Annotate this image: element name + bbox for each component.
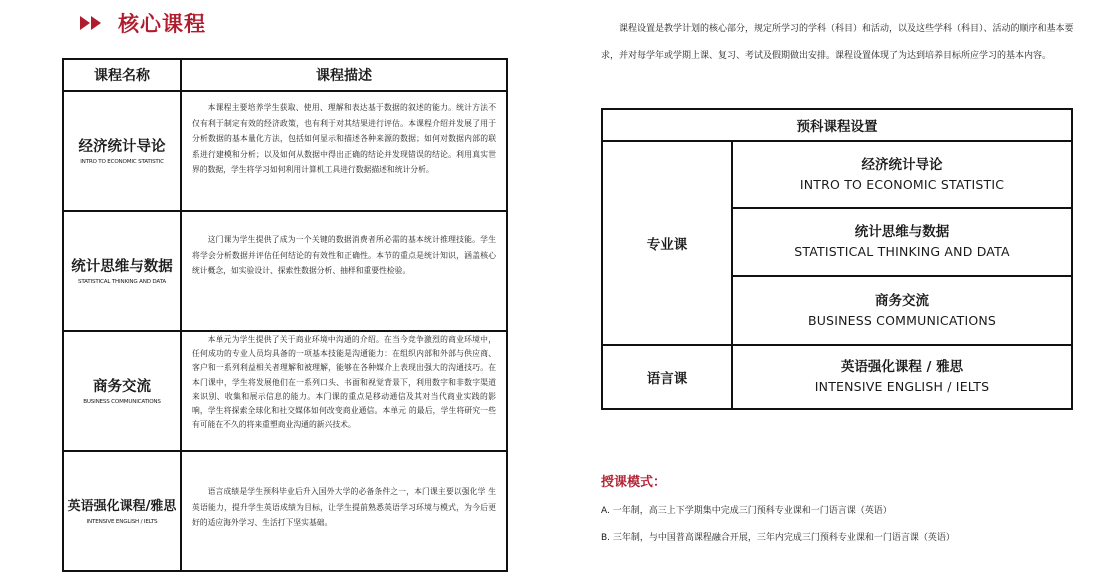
course-cell [733, 142, 1071, 209]
section-header [80, 8, 206, 38]
course-desc-cell [182, 452, 506, 570]
table-row [64, 452, 506, 570]
header-course-name: 课程名称 [64, 60, 182, 90]
course-en-name: STATISTICAL THINKING AND DATA [794, 244, 1010, 259]
course-name-cell [64, 452, 182, 570]
course-cell [733, 277, 1071, 344]
course-cn-name: 经济统计导论 [861, 156, 943, 173]
course-en-name: INTRO TO ECONOMIC STATISTIC [799, 176, 1005, 192]
course-cn-name: 统计思维与数据 [854, 224, 950, 240]
course-description: 本课程主要培养学生获取、使用、理解和表达基于数据的叙述的能力。统计方法不仅有利于制定有效的经济政策，也有利于对其结果进行评估。本课程介绍并发展了用于分析数据的基本量化方法，包括如何显示和描述各种来源的数据；如何对数据内部的联系进行建模和分析；以及如何从数据中得出正确的结论并发现错误的结论。利用真实世界的数据，学生将学习如何利用计算机工具进行数据描述和统计分析。 [192, 103, 496, 174]
course-en-name: INTENSIVE ENGLISH / IELTS [86, 518, 158, 525]
course-en-name: BUSINESS COMMUNICATIONS [807, 312, 997, 328]
course-en-name: STATISTICAL THINKING AND DATA [77, 278, 166, 285]
course-description: 本单元为学生提供了关于商业环境中沟通的介绍。在当今竞争激烈的商业环境中，任何成功的专业人员均具备的一项基本技能是沟通能力：在组织内部和外部与供应商、客户和一系列利益相关者理解和被理解，能够在各种媒介上表现出强大的沟通技巧。在本门课中，学生将发展他们在一系列口头、书面和视觉背景下，利用数字和非数字渠道来识别、收集和展示信息的能力。本门课的重点是移动通信及其对当代商业实践的影响，学生将探索全球化和社交媒体如何改变商业通信。本单元 的最后，学生将研究一些有可能在不久的将来重塑商业沟通的新兴技术。 [192, 335, 496, 430]
course-en-name: INTRO TO ECONOMIC STATISTIC [80, 158, 164, 165]
category-professional: 专业课 [603, 142, 733, 344]
curriculum-intro: 课程设置是教学计划的核心部分，规定所学习的学科（科目）和活动，以及这些学科（科目）、活动的顺序和基本要求，并对每学年或学期上课、复习、考试及假期做出安排。课程设置体现了为达到培养目标所应学习的基本内容。 [601, 24, 1074, 61]
teaching-mode-item: B. 三年制，与中国普高课程融合开展，三年内完成三门预科专业课和一门语言课（英语） [601, 533, 955, 543]
course-cn-name: 经济统计导论 [78, 138, 166, 155]
course-cell [733, 209, 1071, 277]
course-name-cell [64, 332, 182, 450]
course-cn-name: 英语强化课程 / 雅思 [840, 359, 964, 375]
table-row [64, 92, 506, 212]
course-name-cell [64, 212, 182, 330]
course-description: 这门课为学生提供了成为一个关键的数据消费者所必需的基本统计推理技能。学生将学会分析数据并评估任何结论的有效性和正确性。本节的重点是统计知识，涵盖核心统计概念，如实验设计、探索性数据分析、抽样和重要性检验。 [192, 235, 496, 275]
page-title: 核心课程 [118, 12, 206, 36]
double-arrow-icon [80, 15, 104, 31]
header-course-desc: 课程描述 [316, 68, 372, 84]
table-header-row [64, 60, 506, 92]
course-cn-name: 统计思维与数据 [71, 258, 173, 275]
course-cn-name: 英语强化课程/雅思 [67, 498, 177, 514]
foundation-course-table [601, 108, 1073, 410]
course-description: 语言成绩是学生预科毕业后升入国外大学的必备条件之一，本门课主要以强化学 生英语能力，提升学生英语成绩为目标，让学生提前熟悉英语学习环境与模式，为今后更好的适应海外学习、生活打下坚实基础。 [192, 487, 496, 527]
teaching-mode-title: 授课模式： [601, 475, 667, 490]
course-desc-cell [182, 332, 506, 450]
teaching-mode-item: A. 一年制，高三上下学期集中完成三门预科专业课和一门语言课（英语） [601, 506, 892, 516]
course-cn-name: 商务交流 [93, 378, 151, 395]
table-row [64, 212, 506, 332]
course-en-name: BUSINESS COMMUNICATIONS [83, 398, 161, 405]
course-cell [733, 344, 1071, 408]
core-course-table [62, 58, 508, 572]
course-desc-cell [182, 92, 506, 210]
course-cn-name: 商务交流 [875, 292, 929, 309]
table-title: 预科课程设置 [603, 110, 1071, 142]
category-language: 语言课 [603, 344, 733, 408]
course-desc-cell [182, 212, 506, 330]
table-row [64, 332, 506, 452]
course-name-cell [64, 92, 182, 210]
course-en-name: INTENSIVE ENGLISH / IELTS [814, 379, 990, 394]
